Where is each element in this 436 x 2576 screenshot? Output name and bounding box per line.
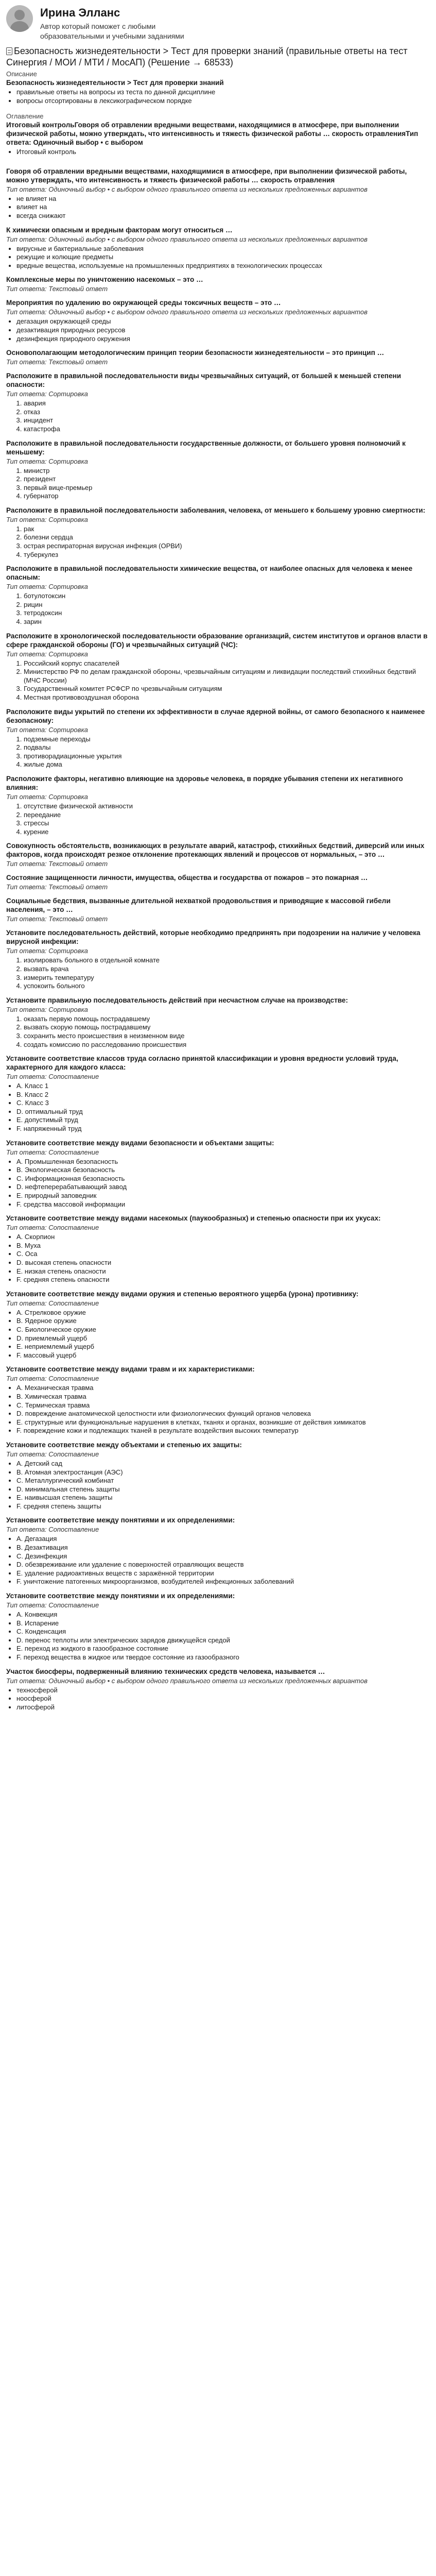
toc-heading: Итоговый контрольГовоpя об отравлении вредными веществами, находящимися в атмосфере, при выполнении физической работы, можно утверждать, что интенсивность и тяжесть физической работы … скорость отравленияТип ответа: Одиночный выбор • с выбором (6, 121, 418, 147)
answer-list (6, 195, 429, 221)
answer-option: • влияет на (16, 203, 429, 212)
answer-type: Тип ответа: Сортировка (6, 1005, 88, 1013)
answer-list (6, 1535, 429, 1586)
question-block (6, 873, 429, 891)
answer-option: 1. Российский корпус спасателей (24, 659, 429, 668)
question-block (6, 774, 429, 836)
answer-type: Тип ответа: Сопоставление (6, 1526, 99, 1534)
answer-option: • D. нефтеперерабатывающий завод (16, 1183, 429, 1192)
answer-option: • E. природный заповедник (16, 1192, 429, 1200)
answer-option: 2. президент (24, 475, 429, 484)
answer-option: 4. курение (24, 828, 429, 837)
answer-type: Тип ответа: Сортировка (6, 725, 88, 734)
answer-option: 1. оказать первую помощь пострадавшему (24, 1015, 429, 1024)
answer-option: • D. высокая степень опасности (16, 1259, 429, 1267)
answer-type: Тип ответа: Сопоставление (6, 1148, 99, 1156)
answer-option: • A. Дегазация (16, 1535, 429, 1544)
question-text: Установите соответствие между понятиями и их определениями: (6, 1516, 235, 1524)
answer-option: • A. Класс 1 (16, 1082, 429, 1091)
answer-option: • F. уничтожение патогенных микроорганизмов, возбудителей инфекционных заболеваний (16, 1578, 429, 1586)
answer-option: 1. рак (24, 525, 429, 534)
answer-list (6, 956, 429, 990)
answer-option: • D. оптимальный труд (16, 1108, 429, 1116)
answer-list (6, 525, 429, 559)
answer-list (6, 399, 429, 433)
page-title-text: Безопасность жизнедеятельности > Тест для проверки знаний (правильные ответы на тест Синергия / МОИ / МТИ / МосАП) (Решение → 68533) (6, 46, 408, 67)
answer-option: • A. Детский сад (16, 1460, 429, 1468)
answer-option: • всегда снижают (16, 212, 429, 221)
answer-option: • режущие и колющие предметы (16, 253, 429, 262)
question-block (6, 1516, 429, 1586)
question-block (6, 1290, 429, 1360)
answer-type: Тип ответа: Текстовый ответ (6, 860, 108, 868)
answer-option: • E. наивысшая степень защиты (16, 1494, 429, 1502)
answer-option: 2. отказ (24, 408, 429, 417)
question-block (6, 841, 429, 868)
answer-option: • E. структурные или функциональные нарушения в клетках, тканях и органах, возникшие от действия химикатов (16, 1418, 429, 1427)
answer-option: 2. вызвать скорую помощь пострадавшему (24, 1023, 429, 1032)
toc-label: Оглавление (6, 112, 44, 121)
question-text: Мероприятия по удалению во окружающей среды токсичных веществ – это … (6, 299, 281, 307)
answer-option: • D. обезвреживание или удаление с поверхностей отравляющих веществ (16, 1561, 429, 1569)
answer-option: 3. противорадиационные укрытия (24, 752, 429, 761)
answer-option: 3. тетродоксин (24, 609, 429, 618)
answer-option: • C. Дезинфекция (16, 1552, 429, 1561)
question-block (6, 1139, 429, 1209)
answer-option: • B. Класс 2 (16, 1091, 429, 1099)
answer-option: • техносферой (16, 1686, 429, 1695)
answer-option: • C. Класс 3 (16, 1099, 429, 1108)
toc-item[interactable]: • Итоговый контроль (16, 148, 429, 157)
question-block (6, 275, 429, 293)
answer-list (6, 802, 429, 836)
answer-list (6, 735, 429, 769)
answer-option: • E. допустимый труд (16, 1116, 429, 1125)
answer-option: 3. сохранить место происшествия в неизменном виде (24, 1032, 429, 1041)
answer-type: Тип ответа: Сортировка (6, 515, 88, 523)
question-block (6, 928, 429, 990)
answer-option: • B. Дезактивация (16, 1544, 429, 1552)
answer-option: 2. подвалы (24, 743, 429, 752)
answer-option: • B. Ядерное оружие (16, 1317, 429, 1326)
answer-option: • вредные вещества, используемые на промышленных предприятиях в технологических процессах (16, 262, 429, 270)
answer-option: 3. Государственный комитет РСФСР по чрезвычайным ситуациям (24, 685, 429, 693)
question-block (6, 1440, 429, 1511)
question-block (6, 896, 429, 923)
answer-option: • не влияет на (16, 195, 429, 204)
answer-option: • F. массовый ущерб (16, 1351, 429, 1360)
answer-option: • E. удаление радиоактивных веществ с заражённой территории (16, 1569, 429, 1578)
answer-option: 1. ботулотоксин (24, 592, 429, 601)
answer-type: Тип ответа: Сортировка (6, 947, 88, 955)
question-text: Расположите факторы, негативно влияющие на здоровье человека, в порядке убывания степени их негативного влияния: (6, 774, 403, 791)
answer-option: 4. губернатор (24, 492, 429, 501)
answer-list (6, 1309, 429, 1360)
question-block (6, 348, 429, 366)
answer-option: • F. средняя степень опасности (16, 1276, 429, 1284)
answer-option: • дезинфекция природного окружения (16, 335, 429, 344)
answer-type: Тип ответа: Текстовый ответ (6, 358, 108, 366)
answer-option: 1. авария (24, 399, 429, 408)
answer-option: • C. Металлургический комбинат (16, 1477, 429, 1485)
answer-option: 3. измерить температуру (24, 974, 429, 982)
question-text: Комплексные меры по уничтожению насекомых – это … (6, 276, 203, 284)
answer-option: • B. Химическая травма (16, 1393, 429, 1401)
answer-type: Тип ответа: Сопоставление (6, 1450, 99, 1458)
answer-option: 1. подземные переходы (24, 735, 429, 744)
question-block (6, 996, 429, 1049)
question-text: Установите последовательность действий, которые необходимо предпринять при подозрении на наличие у человека вирусной инфекции: (6, 929, 421, 946)
answer-list (6, 467, 429, 501)
answer-option: 3. острая респираторная вирусная инфекция (ОРВИ) (24, 542, 429, 551)
question-text: Расположите в правильной последовательности химические вещества, от наиболее опасных для человека к менее опасным: (6, 565, 413, 582)
answer-option: • C. Оса (16, 1250, 429, 1259)
answer-option: 4. Местная противовоздушная оборона (24, 693, 429, 702)
list-item: • правильные ответы на вопросы из теста по данной дисциплине (16, 88, 429, 97)
question-text: Социальные бедствия, вызванные длительной нехваткой продовольствия и приводящие к массовой гибели населения, – это … (6, 897, 391, 914)
answer-type: Тип ответа: Сортировка (6, 583, 88, 591)
answer-option: • E. неприемлемый ущерб (16, 1343, 429, 1351)
description-label: Описание (6, 70, 37, 78)
author-description: Автор который поможет с любыми образовательными и учебными заданиями (40, 22, 184, 40)
questions-list (6, 167, 429, 1712)
document-icon (6, 47, 12, 55)
answer-option: 1. министр (24, 467, 429, 476)
answer-type: Тип ответа: Одиночный выбор • с выбором одного правильного ответа из нескольких предложенных вариантов (6, 1676, 368, 1685)
answer-option: • F. напряженный труд (16, 1125, 429, 1133)
answer-list (6, 1082, 429, 1133)
answer-option: • A. Стрелковое оружие (16, 1309, 429, 1317)
toc-list (6, 148, 429, 157)
answer-option: • ноосферой (16, 1694, 429, 1703)
list-item: • вопросы отсортированы в лексикографическом порядке (16, 97, 429, 106)
answer-list (6, 592, 429, 626)
question-text: Расположите в правильной последовательности виды чрезвычайных ситуаций, от большей к меньшей степени опасности: (6, 372, 402, 389)
answer-option: • C. Термическая травма (16, 1401, 429, 1410)
question-block (6, 632, 429, 702)
question-text: Расположите в хронологической последовательности образование организаций, систем институтов и органов власти в сфере гражданской обороны (ГО) и чрезвычайных ситуаций (ЧС): (6, 632, 428, 649)
question-block (6, 1591, 429, 1662)
question-text: Состояние защищенности личности, имущества, общества и государства от пожаров – это пожарная … (6, 874, 368, 882)
answer-option: • литосферой (16, 1703, 429, 1712)
answer-option: • A. Скорпион (16, 1233, 429, 1242)
answer-list (6, 659, 429, 702)
question-text: Говоpя об отравлении вредными веществами, находящимися в атмосфере, при выполнении физической работы, можно утверждать, что интенсивность и тяжесть физической работы … скорость отравления (6, 167, 407, 184)
answer-type: Тип ответа: Сопоставление (6, 1224, 99, 1232)
question-block (6, 226, 429, 270)
answer-option: 4. зарин (24, 618, 429, 626)
question-block (6, 707, 429, 769)
answer-option: 4. жилые дома (24, 760, 429, 769)
question-text: Установите соответствие между видами безопасности и объектами защиты: (6, 1139, 274, 1147)
answer-type: Тип ответа: Текстовый ответ (6, 883, 108, 891)
answer-option: 2. переедание (24, 811, 429, 820)
question-block (6, 371, 429, 433)
answer-option: • E. переход из жидкого в газообразное состояние (16, 1645, 429, 1653)
answer-list (6, 317, 429, 343)
question-text: Установите соответствие между видами насекомых (паукообразных) и степенью опасности при их укусах: (6, 1214, 381, 1223)
answer-option: • A. Механическая травма (16, 1384, 429, 1393)
question-block (6, 298, 429, 343)
author-block (6, 5, 429, 41)
question-text: Установите соответствие классов труда согласно принятой классификации и уровня вредности условий труда, характерного для каждого класса: (6, 1055, 398, 1072)
question-text: Установите соответствие между понятиями и их определениями: (6, 1592, 235, 1600)
question-block (6, 1214, 429, 1284)
author-name[interactable]: Ирина Элланс (40, 6, 120, 19)
answer-option: • C. Информационная безопасность (16, 1175, 429, 1183)
answer-option: • F. средняя степень защиты (16, 1502, 429, 1511)
answer-option: • A. Конвекция (16, 1611, 429, 1619)
page-title (6, 45, 429, 68)
answer-type: Тип ответа: Сортировка (6, 792, 88, 801)
question-text: Совокупность обстоятельств, возникающих в результате аварий, катастроф, стихийных бедствий, диверсий или иных факторов, когда происходят резкое отклонение протекающих явлений и процессов от нормальных, – это … (6, 842, 425, 859)
answer-type: Тип ответа: Одиночный выбор • с выбором одного правильного ответа из нескольких предложенных вариантов (6, 308, 368, 316)
question-text: Установите соответствие между видами травм и их характеристиками: (6, 1365, 255, 1374)
question-block (6, 564, 429, 626)
answer-option: • D. повреждение анатомической целостности или физиологических функций органов человека (16, 1410, 429, 1418)
answer-option: • B. Атомная электростанция (АЭС) (16, 1468, 429, 1477)
question-block (6, 1667, 429, 1712)
answer-option: 4. создать комиссию по расследованию происшествия (24, 1041, 429, 1049)
question-block (6, 1054, 429, 1133)
answer-list (6, 1611, 429, 1662)
answer-type: Тип ответа: Сопоставление (6, 1601, 99, 1609)
answer-option: 3. инцидент (24, 416, 429, 425)
answer-option: • D. перенос теплоты или электрических зарядов движущейся средой (16, 1636, 429, 1645)
answer-type: Тип ответа: Одиночный выбор • с выбором одного правильного ответа из нескольких предложенных вариантов (6, 235, 368, 243)
answer-type: Тип ответа: Сопоставление (6, 1073, 99, 1081)
answer-option: 2. рицин (24, 601, 429, 609)
question-block (6, 167, 429, 221)
question-text: Установите соответствие между объектами и степенью их защиты: (6, 1440, 242, 1449)
answer-type: Тип ответа: Одиночный выбор • с выбором одного правильного ответа из нескольких предложенных вариантов (6, 185, 368, 193)
answer-option: 4. катастрофа (24, 425, 429, 434)
answer-option: 2. болезни сердца (24, 533, 429, 542)
answer-option: • вирусные и бактериальные заболевания (16, 245, 429, 253)
question-text: Установите соответствие между видами оружия и степенью вероятного ущерба (урона) противнику: (6, 1290, 359, 1298)
answer-option: 3. стрессы (24, 819, 429, 828)
answer-option: • A. Промышленная безопасность (16, 1158, 429, 1166)
answer-option: • B. Испарение (16, 1619, 429, 1628)
answer-option: • C. Биологическое оружие (16, 1326, 429, 1334)
answer-list (6, 1686, 429, 1712)
answer-option: • B. Экологическая безопасность (16, 1166, 429, 1175)
answer-option: 4. успокоить больного (24, 982, 429, 991)
answer-type: Тип ответа: Сопоставление (6, 1299, 99, 1307)
answer-list (6, 1015, 429, 1049)
answer-list (6, 1158, 429, 1209)
answer-option: 2. Министерство РФ по делам гражданской обороны, чрезвычайным ситуациям и ликвидации последствий стихийных бедствий (МЧС России) (24, 668, 429, 685)
answer-list (6, 1384, 429, 1435)
answer-list (6, 245, 429, 270)
answer-option: • B. Муха (16, 1242, 429, 1250)
question-text: Расположите в правильной последовательности государственные должности, от большего уровня полномочий к меньшему: (6, 439, 406, 456)
answer-type: Тип ответа: Сортировка (6, 457, 88, 465)
avatar[interactable] (6, 5, 33, 32)
answer-option: • D. приемлемый ущерб (16, 1334, 429, 1343)
question-text: Расположите в правильной последовательности заболевания, человека, от меньшего к большему уровню смертности: (6, 506, 426, 514)
answer-option: 1. изолировать больного в отдельной комнате (24, 956, 429, 965)
answer-list (6, 1233, 429, 1284)
answer-type: Тип ответа: Сортировка (6, 650, 88, 658)
description-list (6, 88, 429, 105)
question-text: Расположите виды укрытий по степени их эффективности в случае ядерной войны, от самого безопасного к наименее безопасному: (6, 707, 425, 724)
author-info (40, 5, 210, 41)
answer-list (6, 1460, 429, 1511)
answer-option: 2. вызвать врача (24, 965, 429, 974)
answer-type: Тип ответа: Сопоставление (6, 1375, 99, 1383)
answer-type: Тип ответа: Текстовый ответ (6, 285, 108, 293)
answer-option: 4. туберкулез (24, 551, 429, 560)
answer-option: • D. минимальная степень защиты (16, 1485, 429, 1494)
answer-option: • C. Конденсация (16, 1628, 429, 1636)
question-text: Основополагающим методологическим принцип теории безопасности жизнедеятельности – это принцип … (6, 349, 385, 357)
answer-option: • дегазация окружающей среды (16, 317, 429, 326)
answer-option: • F. повреждение кожи и подлежащих тканей в результате воздействия высоких температур (16, 1427, 429, 1435)
answer-type: Тип ответа: Текстовый ответ (6, 915, 108, 923)
answer-option: • F. средства массовой информации (16, 1200, 429, 1209)
question-text: Установите правильную последовательность действий при несчастном случае на производстве: (6, 996, 348, 1004)
answer-option: • дезактивация природных ресурсов (16, 326, 429, 335)
question-block (6, 1365, 429, 1435)
question-block (6, 439, 429, 501)
question-block (6, 506, 429, 559)
question-text: Участок биосферы, подверженный влиянию технических средств человека, называется … (6, 1667, 325, 1675)
answer-option: • F. переход вещества в жидкое или твердое состояние из газообразного (16, 1653, 429, 1662)
answer-type: Тип ответа: Сортировка (6, 390, 88, 398)
answer-option: 1. отсутствие физической активности (24, 802, 429, 811)
answer-option: 3. первый вице-премьер (24, 484, 429, 493)
description-heading: Безопасность жизнедеятельности > Тест для проверки знаний (6, 79, 224, 87)
answer-option: • E. низкая степень опасности (16, 1267, 429, 1276)
question-text: К химически опасным и вредным факторам могут относиться … (6, 226, 233, 234)
